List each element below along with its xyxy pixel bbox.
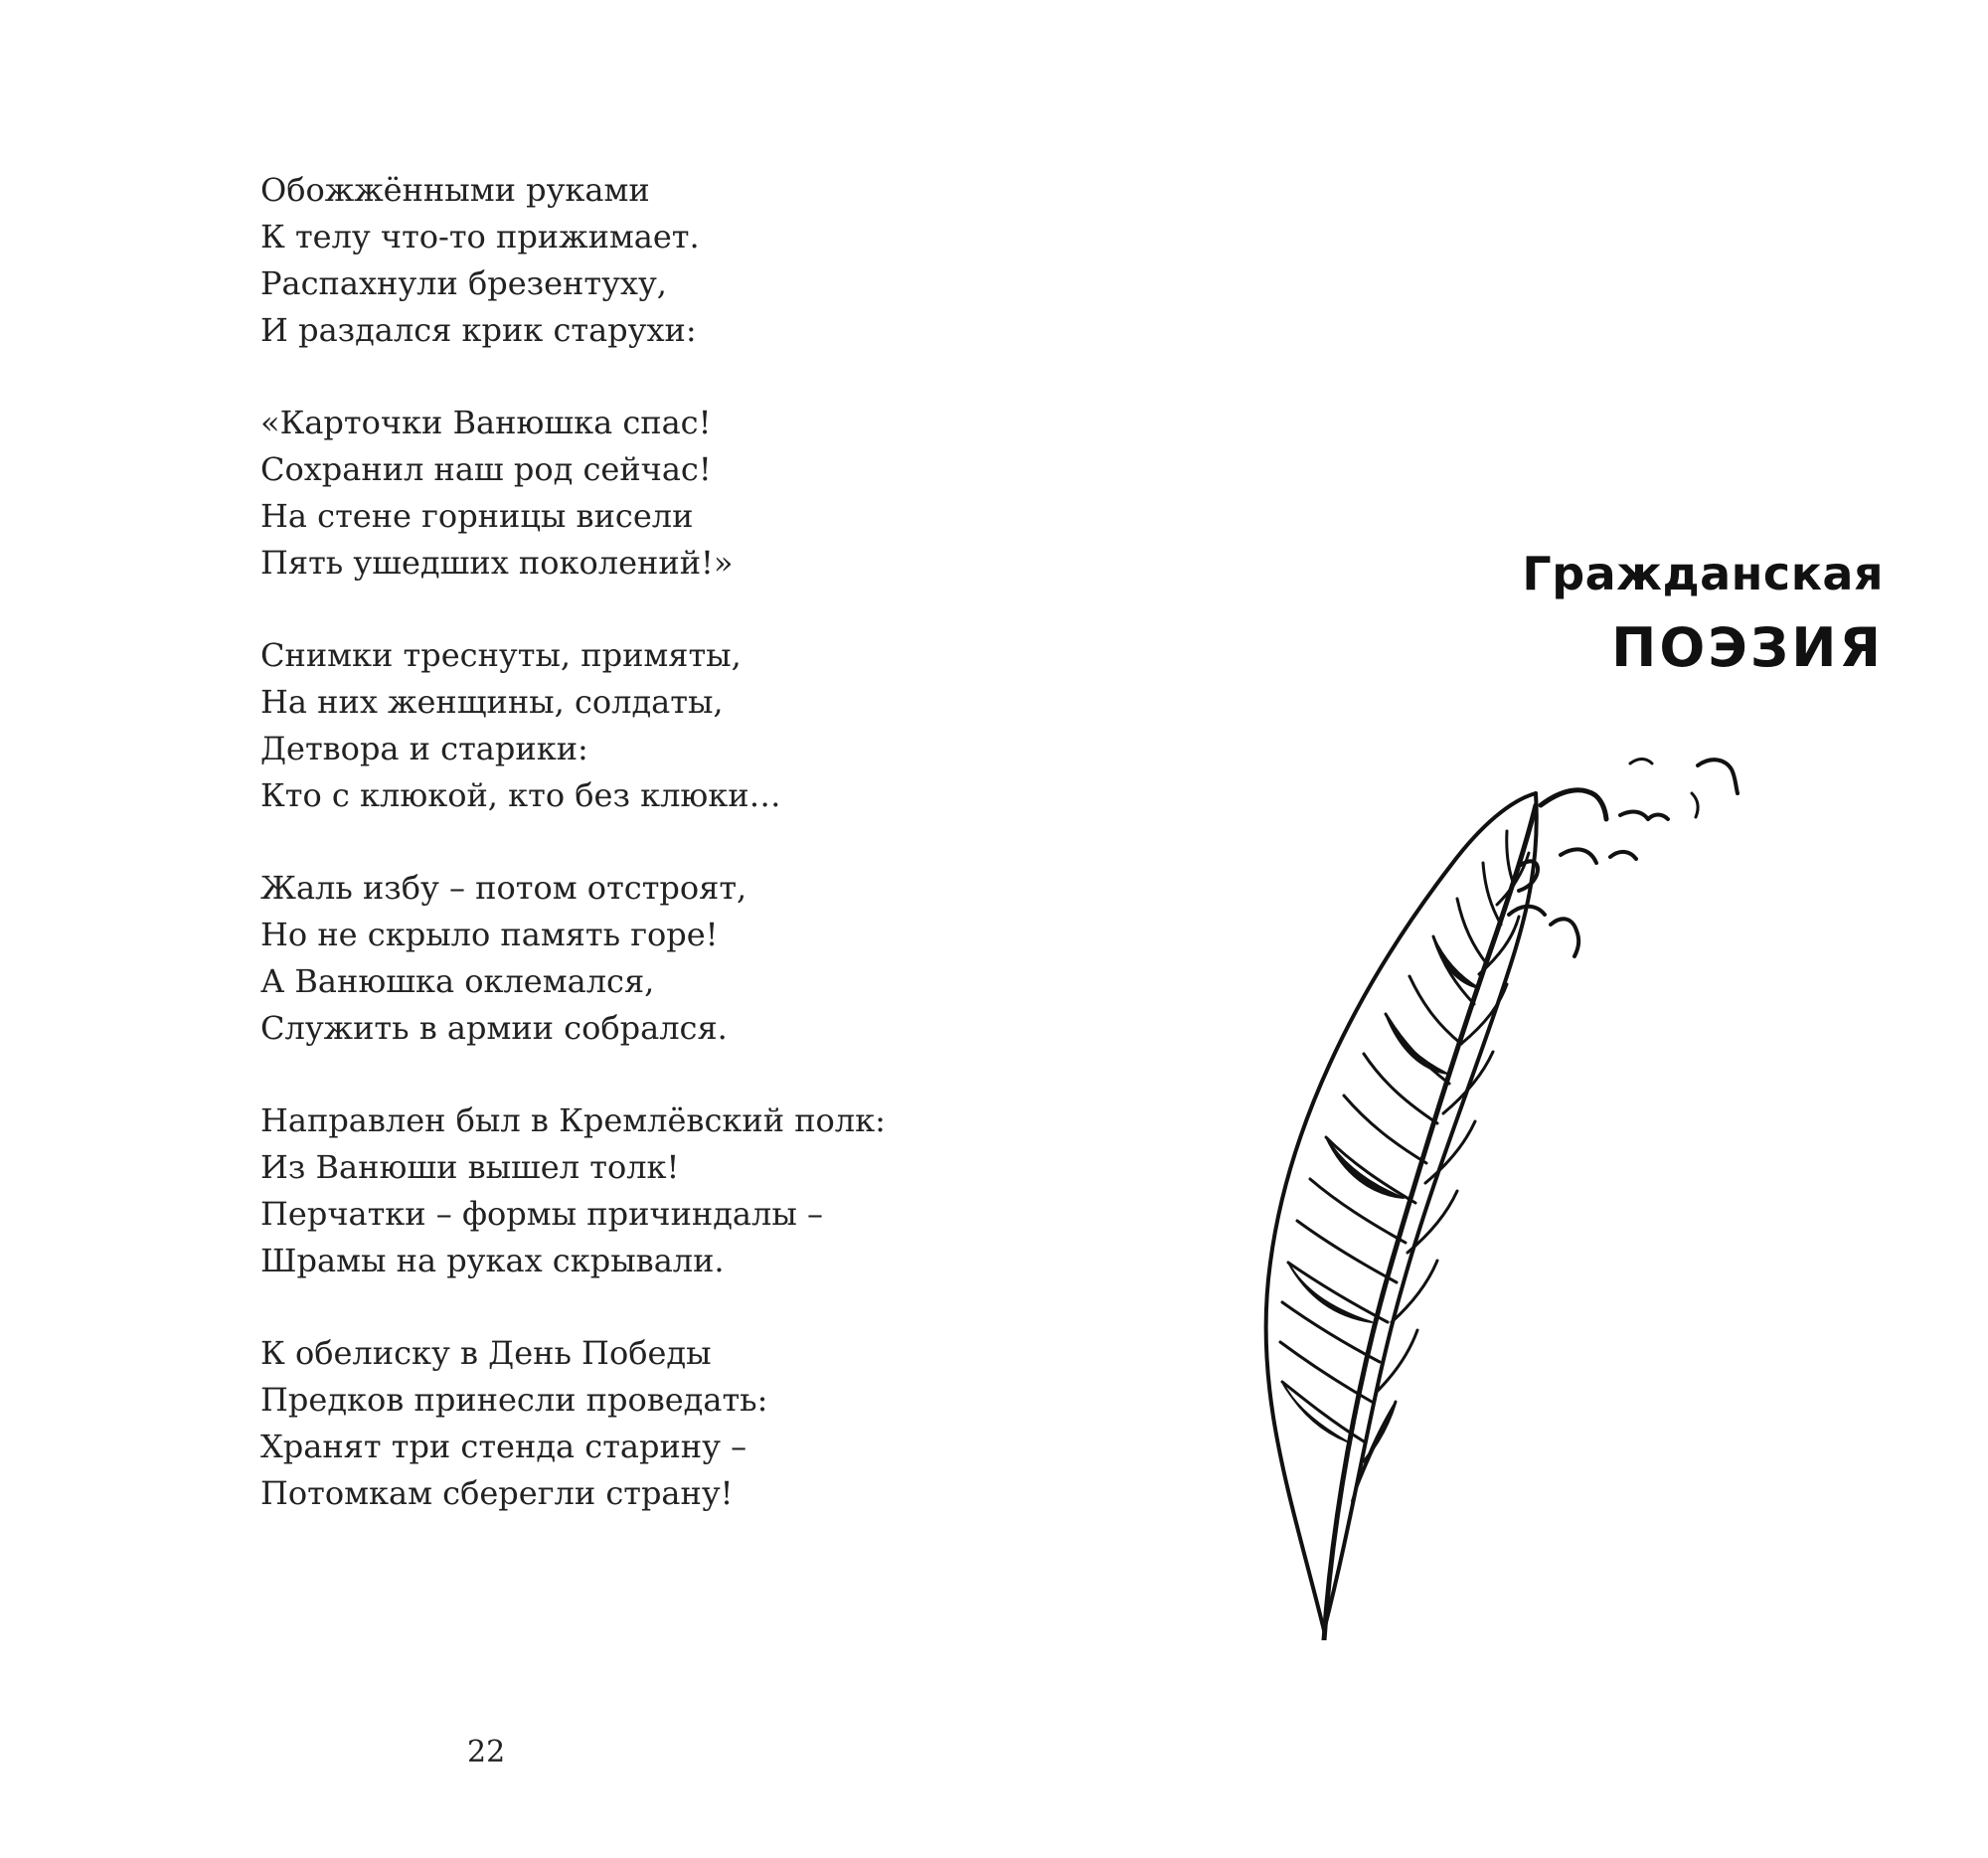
poem-line: К обелиску в День Победы: [260, 1334, 712, 1372]
stanza: [260, 167, 956, 354]
poem-line: А Ванюшка оклемался,: [260, 962, 655, 1000]
feather-birds-icon: [1143, 746, 1759, 1640]
poem-line: Предков принесли проведать:: [260, 1381, 768, 1419]
stanza: [260, 1330, 956, 1517]
poem-line: Перчатки – формы причиндалы –: [260, 1195, 823, 1233]
stanza: [260, 632, 956, 819]
poem-line: На стене горницы висели: [260, 497, 694, 535]
poem-line: Сохранил наш род сейчас!: [260, 450, 712, 488]
page-number: 22: [467, 1735, 506, 1770]
section-title-line1: Гражданская: [1522, 547, 1884, 600]
poem-line: Обожжёнными руками: [260, 171, 650, 209]
poem-line: Хранят три стенда старину –: [260, 1428, 747, 1465]
stanza: [260, 400, 956, 587]
section-title-line2: ПОЭЗИЯ: [1611, 616, 1884, 679]
poem-line: Но не скрыло память горе!: [260, 916, 719, 953]
poem-line: И раздался крик старухи:: [260, 311, 697, 349]
poem-line: Детвора и старики:: [260, 730, 588, 767]
poem-text: [260, 167, 956, 1563]
poem-line: Служить в армии собрался.: [260, 1009, 728, 1047]
poem-line: Распахнули брезентуху,: [260, 264, 667, 302]
poem-line: Из Ванюши вышел толк!: [260, 1148, 680, 1186]
poem-line: Потомкам сберегли страну!: [260, 1474, 734, 1512]
poem-line: «Карточки Ванюшка спас!: [260, 404, 712, 441]
section-title: [1522, 542, 1884, 691]
poem-line: Направлен был в Кремлёвский полк:: [260, 1101, 886, 1139]
stanza: [260, 1098, 956, 1284]
poem-line: Жаль избу – потом отстроят,: [260, 869, 747, 907]
poem-line: Кто с клюкой, кто без клюки…: [260, 776, 781, 814]
poem-line: Шрамы на руках скрывали.: [260, 1242, 725, 1279]
stanza: [260, 865, 956, 1052]
poem-line: Пять ушедших поколений!»: [260, 544, 734, 582]
poem-line: К телу что-то прижимает.: [260, 218, 700, 255]
poem-line: На них женщины, солдаты,: [260, 683, 724, 721]
poem-line: Снимки треснуты, примяты,: [260, 636, 742, 674]
